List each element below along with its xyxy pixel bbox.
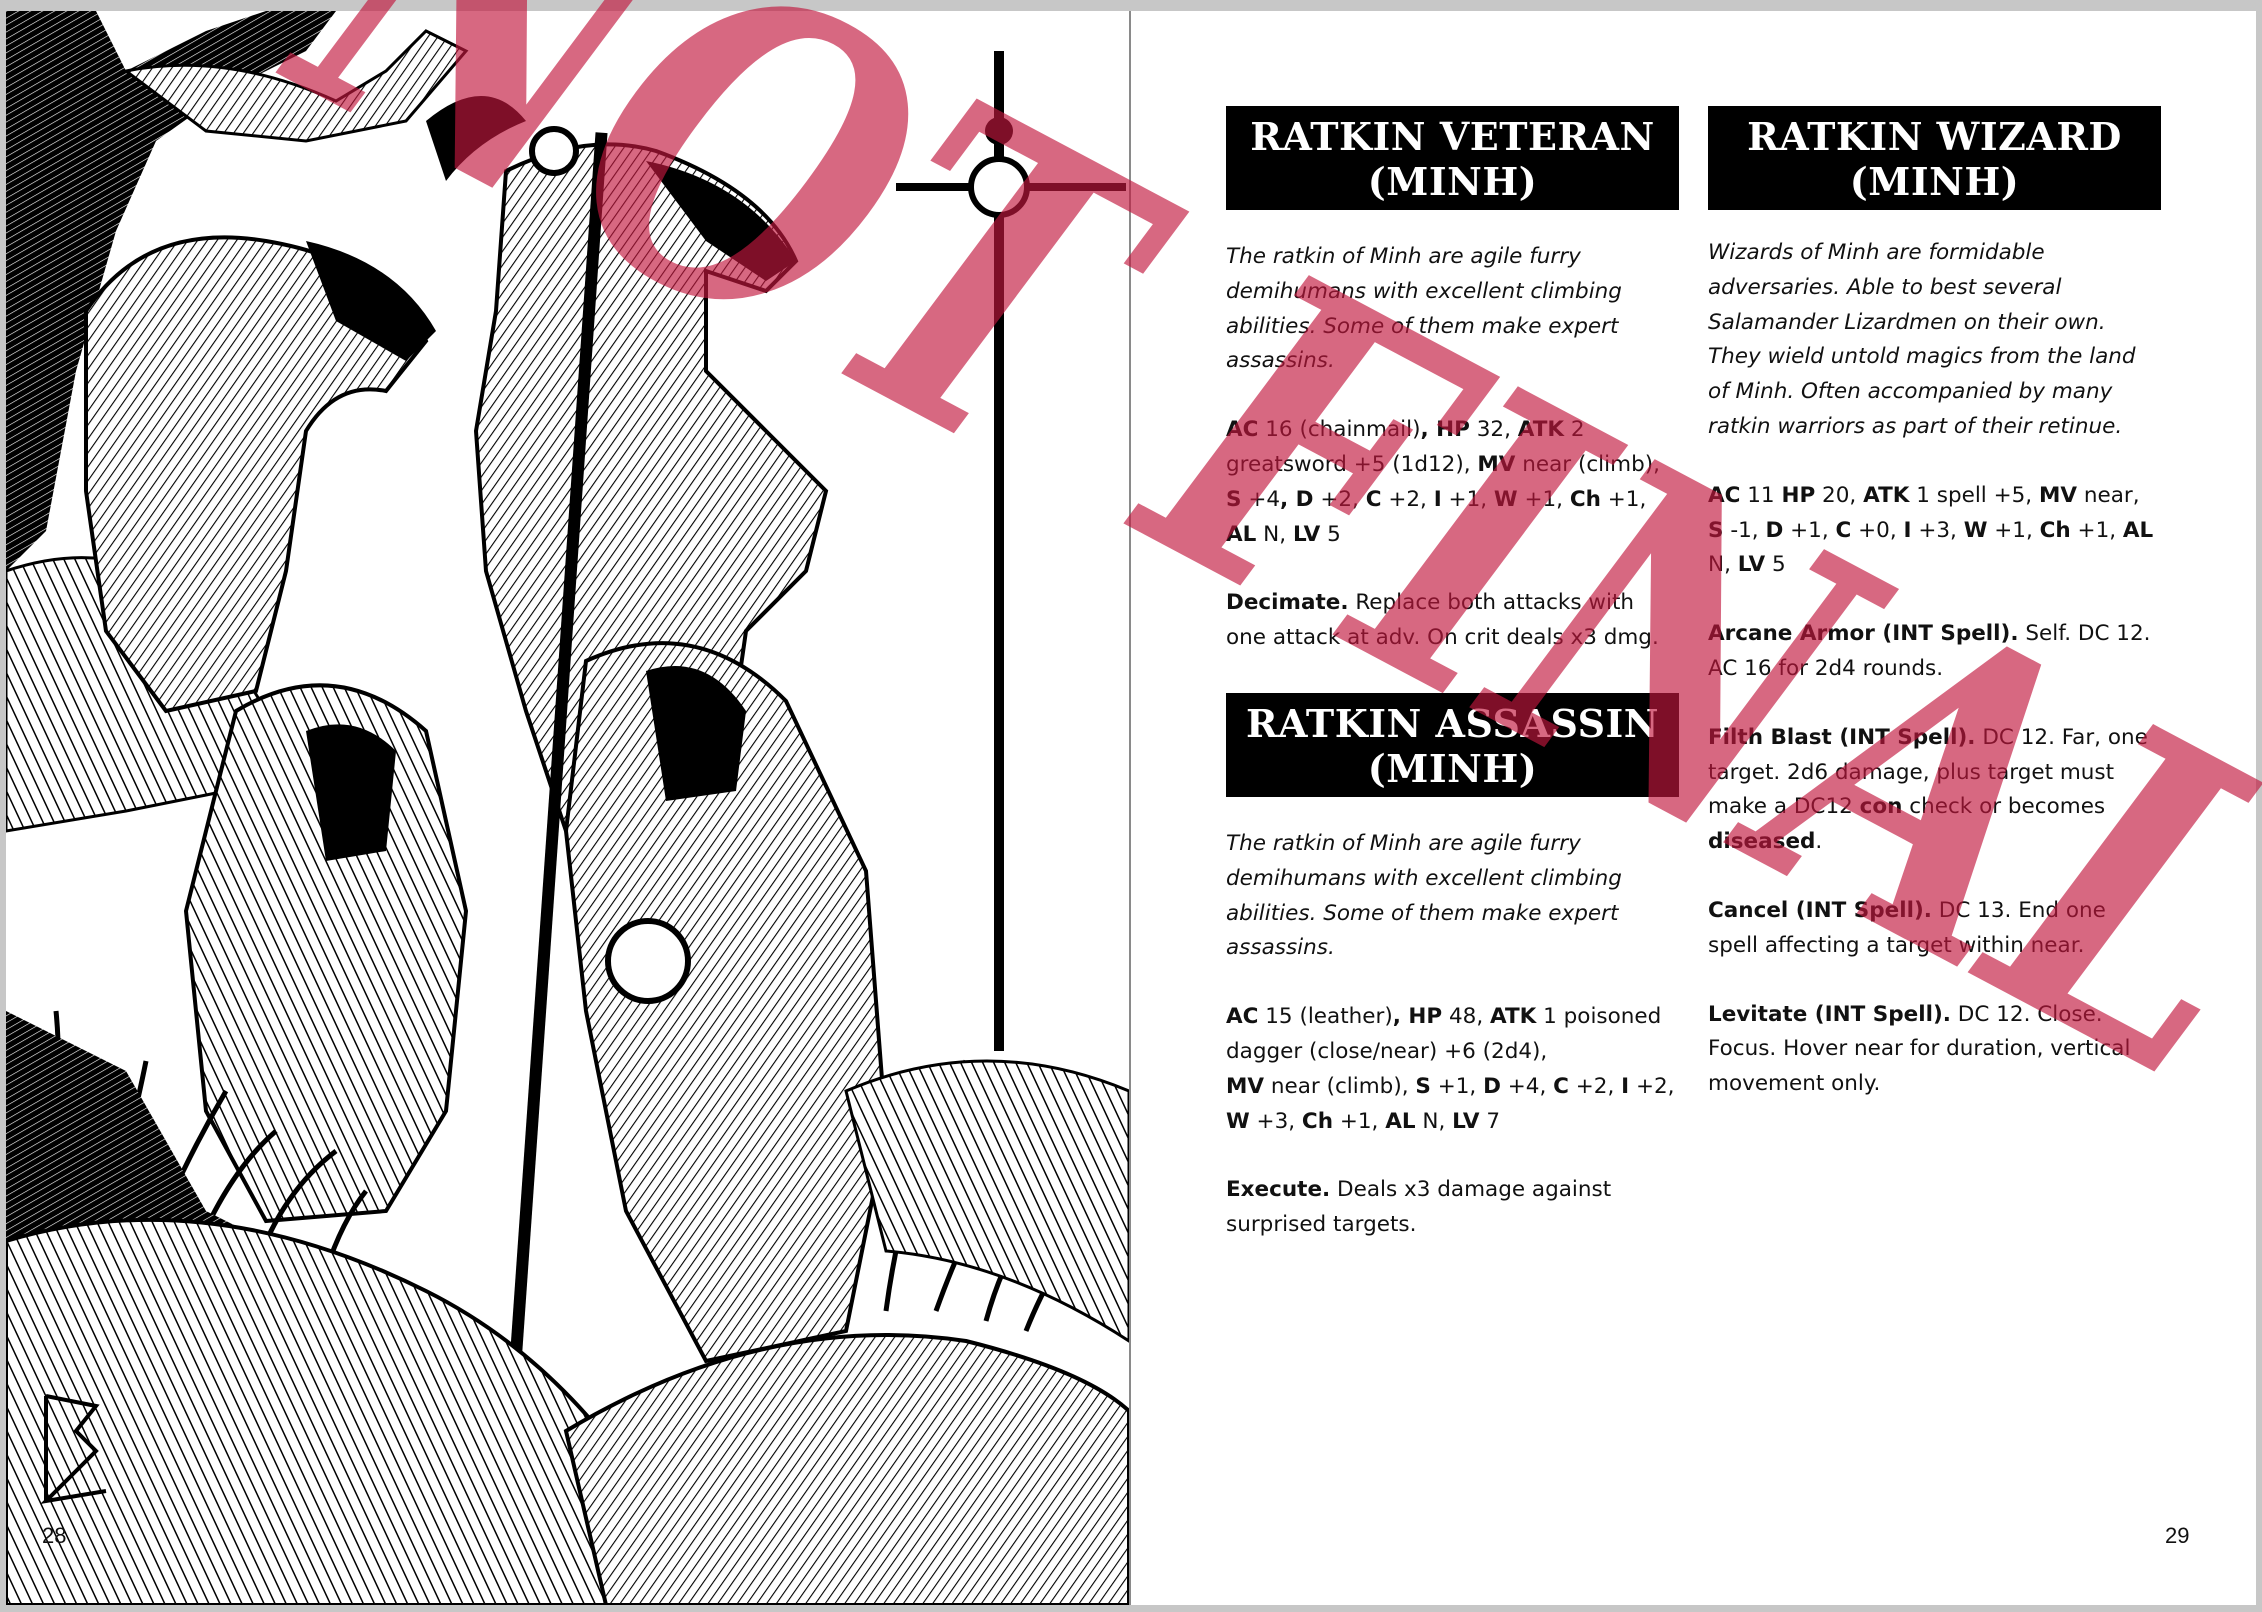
ability-cancel: Cancel (INT Spell). DC 13. End one spell affecting a target within near. [1708, 897, 2106, 958]
ability-execute: Execute. Deals x3 damage against surprised targets. [1226, 1177, 1612, 1238]
page-number-right: 29 [2165, 1523, 2190, 1548]
flavor-text: Wizards of Minh are formidable adversaries. Able to best several Salamander Lizardmen on their own. They wield untold magics from the land of Minh. Often accompanied by many ratkin warriors as part of their retinue. [1708, 240, 2136, 439]
flavor-text: The ratkin of Minh are agile furry demihumans with excellent climbing abilities. Some of them make expert assassins. [1226, 244, 1622, 374]
title-line-2: (MINH) [1367, 746, 1538, 791]
title-line-2: (MINH) [1849, 159, 2020, 204]
ratkin-illustration [6, 11, 1129, 1605]
ability-arcane-armor: Arcane Armor (INT Spell). Self. DC 12. AC 16 for 2d4 rounds. [1708, 621, 2151, 681]
statblock-ratkin-assassin [1226, 693, 1679, 1243]
left-page [6, 11, 1129, 1605]
stat-line: AC 15 (leather), HP 48, ATK 1 poisoned dagger (close/near) +6 (2d4), MV near (climb), S +1, D +4, C +2, I +2, W +3, Ch +1, AL N, LV 7 [1226, 1004, 1675, 1134]
title-line-1: RATKIN WIZARD [1747, 114, 2122, 159]
title-line-1: RATKIN ASSASSIN [1245, 701, 1660, 746]
right-page [1131, 11, 2256, 1605]
statblock-ratkin-wizard [1708, 106, 2161, 1102]
statblock-ratkin-veteran [1226, 106, 1679, 656]
title-line-2: (MINH) [1367, 159, 1538, 204]
ability-levitate: Levitate (INT Spell). DC 12. Close. Focus. Hover near for duration, vertical movement only. [1708, 1001, 2131, 1097]
title-line-1: RATKIN VETERAN [1250, 114, 1655, 159]
flavor-text: The ratkin of Minh are agile furry demihumans with excellent climbing abilities. Some of them make expert assassins. [1226, 831, 1622, 961]
ability-decimate: Decimate. Replace both attacks with one attack at adv. On crit deals x3 dmg. [1226, 590, 1659, 651]
statblock-title [1708, 106, 2161, 210]
ability-filth-blast: Filth Blast (INT Spell). DC 12. Far, one target. 2d6 damage, plus target must make a DC12 con check or becomes diseased. [1708, 724, 2148, 855]
stat-line: AC 11 HP 20, ATK 1 spell +5, MV near, S -1, D +1, C +0, I +3, W +1, Ch +1, AL N, LV 5 [1708, 482, 2154, 578]
stat-line: AC 16 (chainmail), HP 32, ATK 2 greatsword +5 (1d12), MV near (climb), S +4, D +2, C +2, I +1, W +1, Ch +1, AL N, LV 5 [1226, 417, 1660, 547]
statblock-title [1226, 106, 1679, 210]
page-number-left: 28 [42, 1523, 67, 1548]
statblock-title [1226, 693, 1679, 797]
